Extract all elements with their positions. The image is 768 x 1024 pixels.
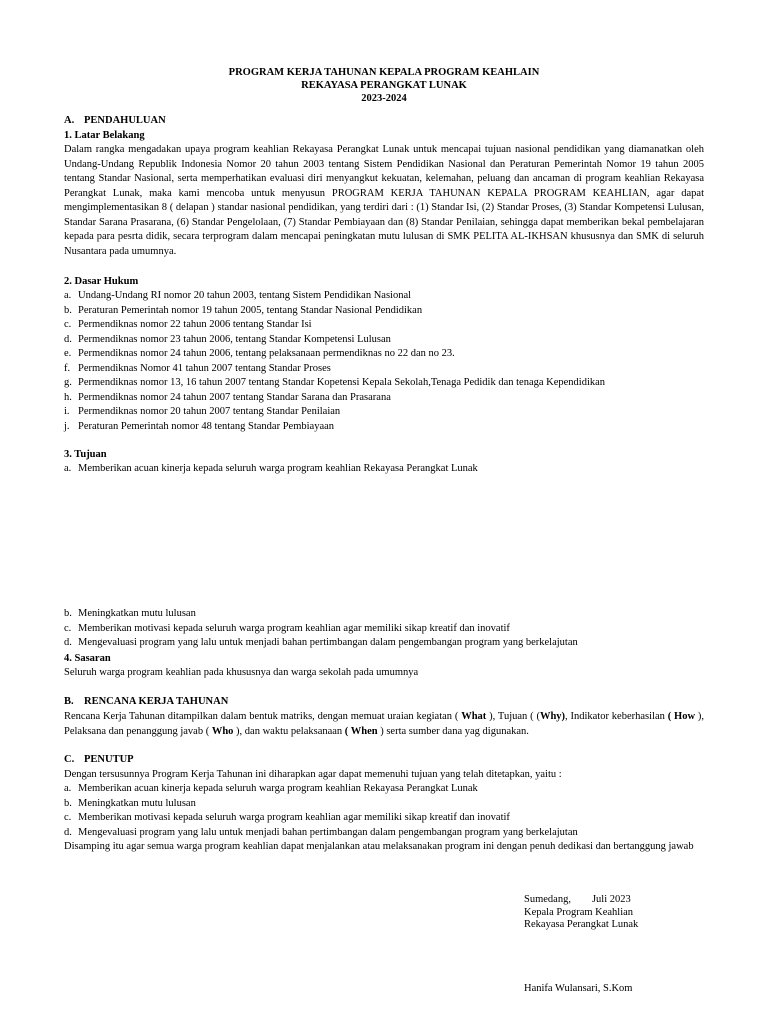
section-b-letter: B. [64,696,74,707]
dasar-hukum-item [64,318,704,333]
tujuan-item [64,462,704,477]
sasaran-text: Seluruh warga program keahlian pada khususnya dan warga sekolah pada umumnya [64,667,419,678]
list-item-text: Memberikan motivasi kepada seluruh warga program keahlian agar memiliki sikap kreatif dan inovatif [78,622,510,634]
rk-text-6: ) serta sumber dana yag digunakan. [377,725,529,737]
dasar-hukum-item [64,347,704,362]
title-line-1: PROGRAM KERJA TAHUNAN KEPALA PROGRAM KEAHLAIN [228,67,540,78]
list-item-text: Memberikan acuan kinerja kepada seluruh warga program keahlian Rekayasa Perangkat Lunak [78,463,478,474]
tujuan-item [64,607,704,622]
section-c-title: PENUTUP [84,754,134,765]
rk-what: What [461,711,487,722]
dasar-hukum-item [64,362,704,377]
list-marker: b. [64,797,72,809]
list-marker: d. [64,826,72,838]
list-marker: a. [64,463,72,474]
list-item-text: Mengevaluasi program yang lalu untuk menjadi bahan pertimbangan dalam pengembangan program yang berkelajutan [78,826,578,838]
list-item-text: Meningkatkan mutu lulusan [78,797,196,809]
dasar-hukum-item [64,333,704,348]
rk-when: ( When [344,725,378,737]
document-title [0,66,768,105]
penutup-list [64,782,704,840]
list-marker: h. [64,391,72,403]
penutup-item [64,797,704,812]
dasar-hukum-item [64,405,704,420]
list-item-text: Permendiknas nomor 13, 16 tahun 2007 tentang Standar Kopetensi Kepala Sekolah,Tenaga Pedidik dan tenaga Kependidikan [78,377,606,388]
list-marker: g. [64,377,72,388]
section-b-title: RENCANA KERJA TAHUNAN [84,696,229,707]
list-item-text: Undang-Undang RI nomor 20 tahun 2003, tentang Sistem Pendidikan Nasional [78,290,412,301]
list-item-text: Mengevaluasi program yang lalu untuk menjadi bahan pertimbangan dalam pengembangan program yang berkelajutan [78,637,578,648]
list-marker: c. [64,319,72,330]
rk-how: ( How [667,711,696,722]
rk-text-5: ), dan waktu pelaksanaan [233,725,345,737]
latar-belakang-heading: 1. Latar Belakang [64,130,145,141]
rk-text-3: , Indikator keberhasilan [565,711,668,722]
rk-text-2: ), Tujuan ( ( [486,711,540,722]
list-item-text: Permendiknas Nomor 41 tahun 2007 tentang Standar Proses [78,362,331,374]
list-marker: i. [64,406,70,417]
list-item-text: Permendiknas nomor 22 tahun 2006 tentang Standar Isi [78,319,312,330]
list-marker: c. [64,622,72,634]
dasar-hukum-item [64,420,704,435]
list-marker: d. [64,637,72,648]
dasar-hukum-item [64,304,704,319]
list-marker: b. [64,304,72,316]
section-a-letter: A. [64,115,75,126]
penutup-item [64,826,704,841]
penutup-item [64,782,704,797]
list-item-text: Meningkatkan mutu lulusan [78,608,196,619]
list-item-text: Permendiknas nomor 23 tahun 2006, tentang Standar Kompetensi Lulusan [78,333,391,345]
list-marker: j. [64,420,70,432]
section-a-title: PENDAHULUAN [84,115,166,126]
rk-text-1: Rencana Kerja Tahunan ditampilkan dalam bentuk matriks, dengan memuat uraian kegiatan ( [64,711,462,722]
latar-belakang-paragraph: Dalam rangka mengadakan upaya program keahlian Rekayasa Perangkat Lunak untuk mencapai tujuan nasional pendidikan yang diamanatkan oleh Undang-Undang Republik Indonesia Nomor 20 tahun 2003 tentang Sistem Pendidikan Nasional dan Peraturan Pemerintah Nomor 19 tahun 2005 tentang Standar Nasional, serta memperhatikan evaluasi diri menyangkut kekuatan, kelemahan, peluang dan ancaman di program keahlian Rekayasa Perangkat Lunak, maka kami mencoba untuk menyusun PROGRAM KERJA TAHUNAN KEPALA PROGRAM KEAHLIAN, agar dapat mengimplementasikan 8 ( delapan ) standar nasional pendidikan, yang terdiri dari : (1) Standar Isi, (2) Standar Proses, (3) Standar Kompetensi Lulusan, Standar Sarana Prasarana, (6) Standar Pengelolaan, (7) Standar Pembiayaan dan (8) Standar Penilaian, sehingga dapat memberikan bekal pembelajaran kepada para pesrta didik, secara terprogram dalam mencapai peningkatan mutu lulusan di SMK PELITA AL-IKHSAN khususnya dan SMK di seluruh Nusantara pada umumnya. [64,144,704,257]
dasar-hukum-item [64,289,704,304]
penutup-intro: Dengan tersusunnya Program Kerja Tahunan ini diharapkan agar dapat memenuhi tujuan yang telah ditetapkan, yaitu : [64,769,562,780]
signature-place-date: Sumedang, Juli 2023 [524,894,631,905]
list-marker: b. [64,608,72,619]
list-item-text: Permendiknas nomor 24 tahun 2007 tentang Standar Sarana dan Prasarana [78,391,391,403]
penutup-closing: Disamping itu agar semua warga program keahlian dapat menjalankan atau melaksanakan program ini dengan penuh dedikasi dan bertanggung jawab [64,841,694,852]
dasar-hukum-list [64,289,704,434]
list-marker: a. [64,290,72,301]
penutup-item [64,811,704,826]
list-marker: c. [64,812,72,823]
tujuan-list-more [64,607,704,651]
list-item-text: Permendiknas nomor 24 tahun 2006, tentang pelaksanaan permendiknas no 22 dan no 23. [78,348,455,359]
rk-who: Who [211,725,234,737]
list-marker: a. [64,783,72,794]
list-item-text: Permendiknas nomor 20 tahun 2007 tentang Standar Penilaian [78,406,341,417]
dasar-hukum-heading: 2. Dasar Hukum [64,276,139,287]
list-marker: d. [64,333,72,345]
rk-why: Why) [539,711,566,722]
list-marker: f. [64,362,71,374]
list-item-text: Memberikan motivasi kepada seluruh warga program keahlian agar memiliki sikap kreatif dan inovatif [78,812,510,823]
signature-block [524,894,638,932]
rencana-kerja-paragraph [64,710,704,739]
rk-text-4: ), Pelaksana dan penanggung javab ( [64,711,705,737]
signature-role-1: Kepala Program Keahlian [524,906,634,918]
tujuan-list-first [64,462,704,477]
list-item-text: Memberikan acuan kinerja kepada seluruh warga program keahlian Rekayasa Perangkat Lunak [78,783,478,794]
signature-role-2: Rekayasa Perangkat Lunak [524,919,639,930]
section-c-heading [64,753,134,768]
section-b-heading [64,695,228,710]
tujuan-heading: 3. Tujuan [64,449,107,460]
tujuan-item [64,636,704,651]
signature-name: Hanifa Wulansari, S.Kom [524,983,633,994]
list-item-text: Peraturan Pemerintah nomor 48 tentang Standar Pembiayaan [78,420,335,432]
section-a-heading [64,114,166,129]
list-item-text: Peraturan Pemerintah nomor 19 tahun 2005, tentang Standar Nasional Pendidikan [78,304,423,316]
tujuan-item [64,622,704,637]
dasar-hukum-item [64,391,704,406]
dasar-hukum-item [64,376,704,391]
section-c-letter: C. [64,754,75,765]
title-line-2: REKAYASA PERANGKAT LUNAK [301,80,467,91]
title-line-3: 2023-2024 [361,93,407,104]
sasaran-heading: 4. Sasaran [64,653,111,664]
list-marker: e. [64,348,72,359]
